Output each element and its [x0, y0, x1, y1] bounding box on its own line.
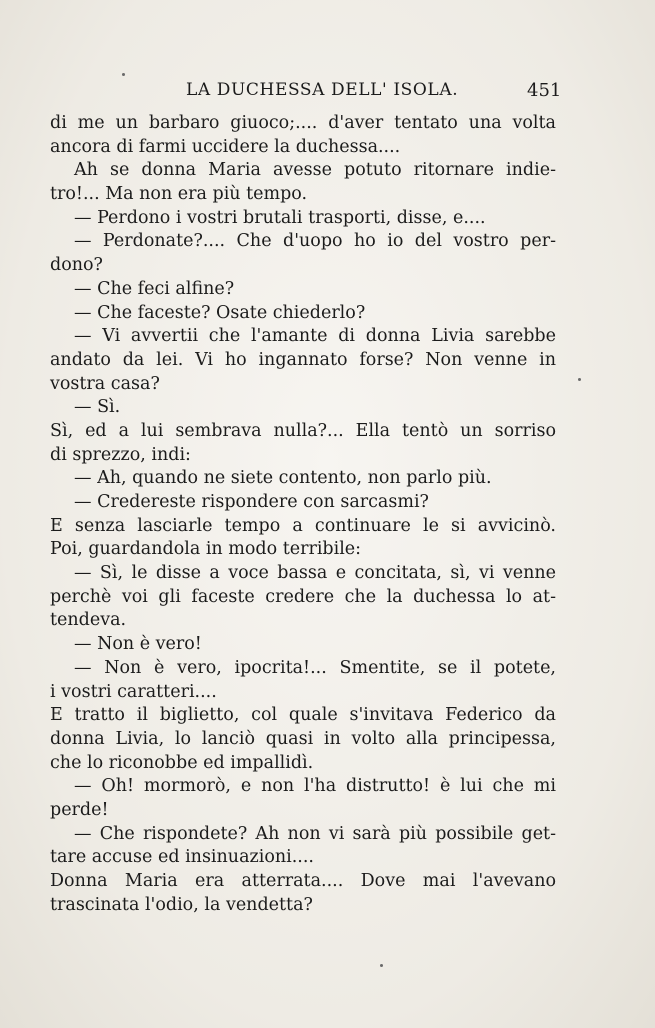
- text-line: — Non è vero!: [74, 634, 202, 655]
- paper-speck: [380, 964, 383, 967]
- text-line: di sprezzo, indi:: [50, 444, 191, 465]
- text-line: che lo riconobbe ed impallidì.: [50, 752, 314, 773]
- text-line: — Che feci alfine?: [74, 278, 235, 299]
- body-text: [50, 112, 556, 917]
- text-line: Ah se donna Maria avesse potuto ritornare indie-: [74, 160, 556, 181]
- text-line: tare accuse ed insinuazioni....: [50, 847, 314, 868]
- text-line: tendeva.: [50, 610, 127, 631]
- text-line: ancora di farmi uccidere la duchessa....: [50, 136, 401, 157]
- text-line: perchè voi gli faceste credere che la duchessa lo at-: [50, 586, 556, 607]
- text-line: trascinata l'odio, la vendetta?: [50, 894, 313, 915]
- text-line: — Credereste rispondere con sarcasmi?: [74, 492, 429, 512]
- text-line: di me un barbaro giuoco;.... d'aver tentato una volta: [50, 113, 556, 133]
- text-line: — Ah, quando ne siete contento, non parlo più.: [74, 468, 492, 489]
- text-line: andato da lei. Vi ho ingannato forse? Non venne in: [50, 349, 556, 370]
- text-line: Donna Maria era atterrata.... Dove mai l'avevano: [50, 871, 556, 891]
- text-line: Poi, guardandola in modo terribile:: [50, 539, 362, 560]
- running-header: [0, 80, 655, 106]
- text-line: — Sì, le disse a voce bassa e concitata, sì, vi venne: [74, 563, 556, 584]
- text-line: tro!... Ma non era più tempo.: [50, 184, 308, 205]
- text-line: E tratto il biglietto, col quale s'invitava Federico da: [50, 705, 556, 726]
- text-line: — Oh! mormorò, e non l'ha distrutto! è lui che mi: [74, 776, 556, 797]
- text-line: perde!: [50, 799, 109, 820]
- text-line: donna Livia, lo lanciò quasi in volto alla principessa,: [50, 728, 556, 749]
- text-line: i vostri caratteri....: [50, 681, 217, 702]
- text-line: — Che faceste? Osate chiederlo?: [74, 302, 366, 323]
- page-number: 451: [527, 80, 562, 101]
- text-line: — Perdono i vostri brutali trasporti, disse, e....: [74, 207, 486, 228]
- text-line: — Sì.: [74, 397, 121, 418]
- text-line: E senza lasciarle tempo a continuare le si avvicinò.: [50, 515, 556, 536]
- paper-speck: [578, 378, 581, 381]
- running-title: LA DUCHESSA DELL' ISOLA.: [186, 80, 459, 100]
- text-line: — Che rispondete? Ah non vi sarà più possibile get-: [74, 823, 556, 844]
- text-line: Sì, ed a lui sembrava nulla?... Ella tentò un sorriso: [50, 420, 556, 441]
- text-line: vostra casa?: [50, 373, 160, 394]
- text-line: — Non è vero, ipocrita!... Smentite, se il potete,: [74, 657, 556, 678]
- paper-speck: [122, 73, 125, 76]
- text-line: — Perdonate?.... Che d'uopo ho io del vostro per-: [74, 231, 556, 252]
- text-line: dono?: [50, 255, 103, 276]
- text-line: — Vi avvertii che l'amante di donna Livia sarebbe: [74, 326, 556, 347]
